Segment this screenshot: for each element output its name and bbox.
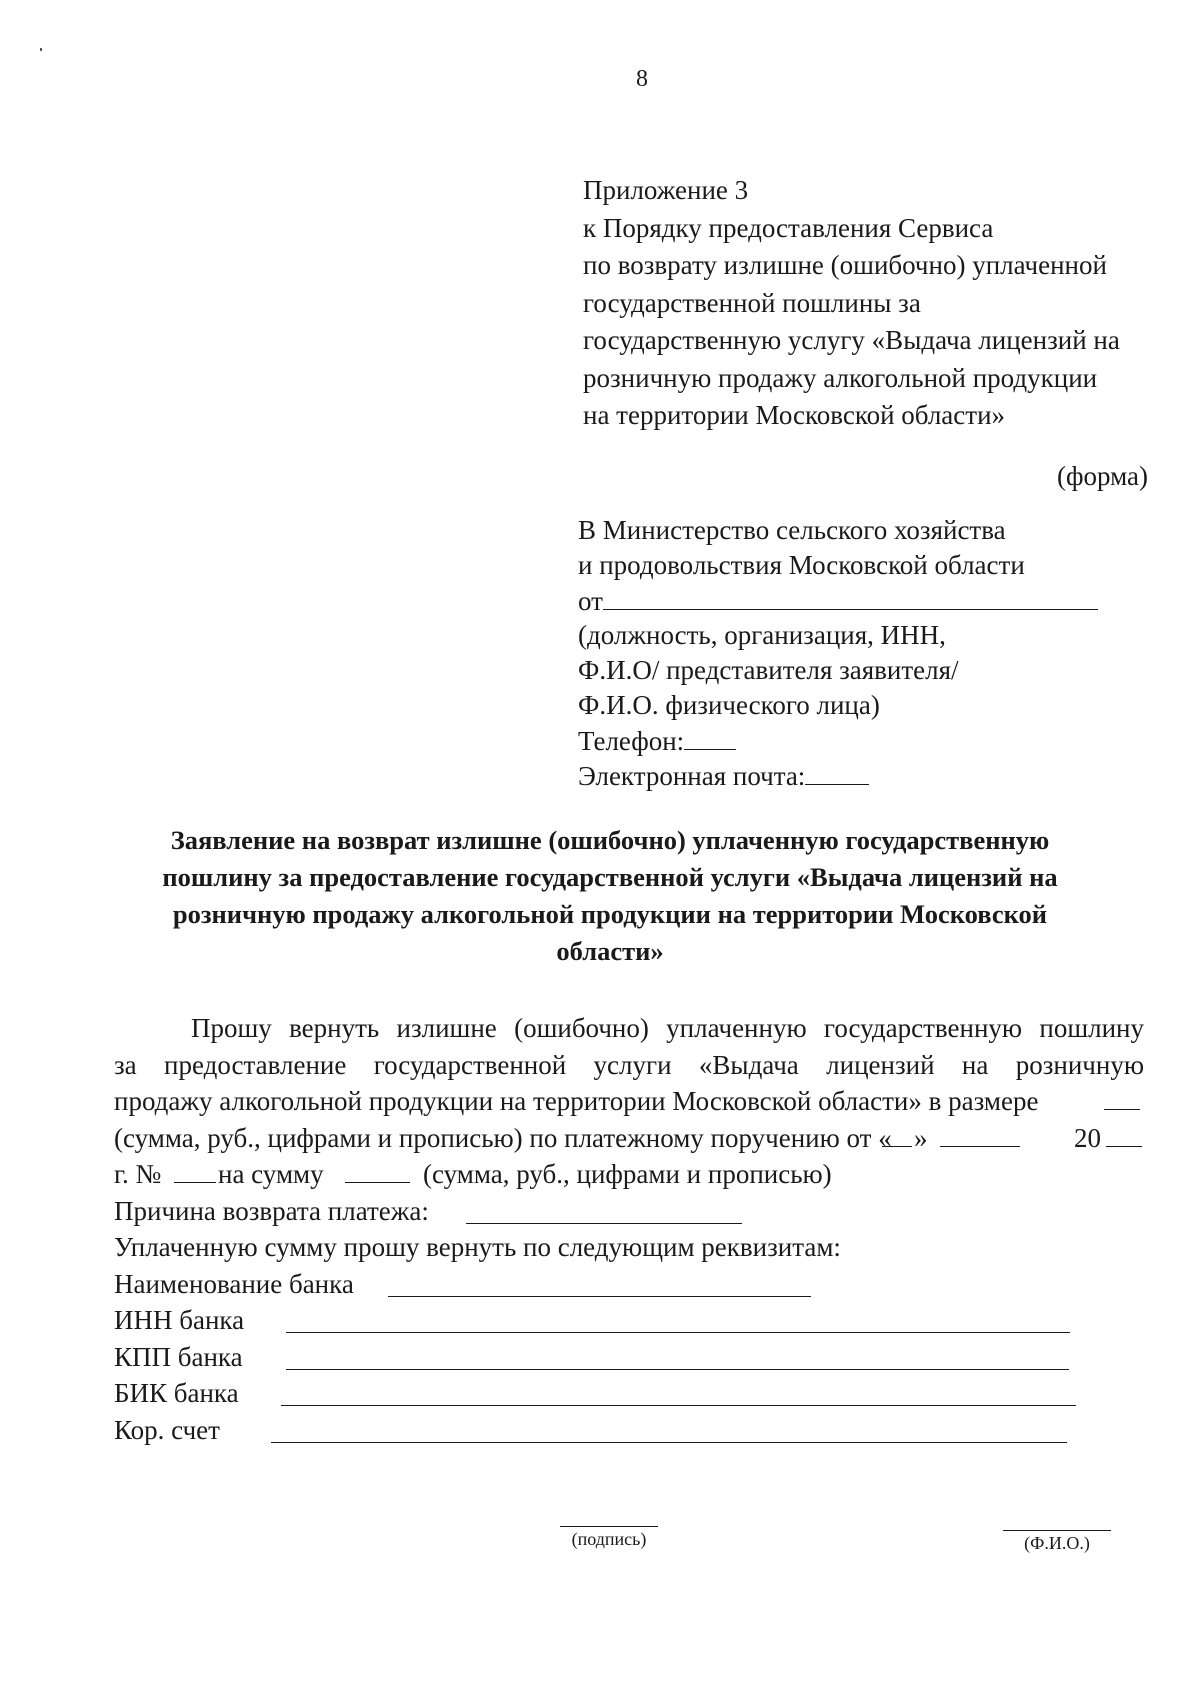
page-number: 8 bbox=[636, 66, 648, 92]
addressee-block bbox=[578, 513, 1098, 793]
appendix-header bbox=[583, 172, 1120, 435]
scan-speck bbox=[40, 48, 42, 51]
reason-label: Причина возврата платежа: bbox=[114, 1195, 429, 1226]
phone-row bbox=[578, 723, 1098, 758]
order-number-field[interactable] bbox=[174, 1182, 216, 1183]
email-row bbox=[578, 758, 1098, 793]
bik-row bbox=[114, 1375, 1144, 1412]
quote-close: » bbox=[914, 1122, 928, 1153]
corr-account-field[interactable] bbox=[271, 1442, 1067, 1443]
sum-field[interactable] bbox=[345, 1182, 410, 1183]
paragraph-line: за предоставление государственной услуги «Выдача лицензий на розничную bbox=[114, 1049, 1144, 1080]
bank-name-row bbox=[114, 1266, 1144, 1303]
application-body bbox=[114, 1010, 1144, 1448]
kpp-row bbox=[114, 1339, 1144, 1376]
kpp-label: КПП банка bbox=[114, 1341, 243, 1372]
order-number-row bbox=[114, 1156, 1144, 1193]
bank-name-label: Наименование банка bbox=[114, 1268, 354, 1299]
sum-label: на сумму bbox=[218, 1159, 324, 1189]
addressee-hint-2: Ф.И.О/ представителя заявителя/ bbox=[578, 655, 959, 685]
order-year-field[interactable] bbox=[1106, 1146, 1142, 1147]
inn-label: ИНН банка bbox=[114, 1305, 245, 1335]
addressee-hint-1: (должность, организация, ИНН, bbox=[578, 620, 946, 650]
form-label: (форма) bbox=[1057, 461, 1148, 491]
order-number-label: г. № bbox=[114, 1159, 162, 1189]
title-line: области» bbox=[556, 936, 664, 966]
order-month-field[interactable] bbox=[940, 1146, 1020, 1147]
addressee-line-2: и продовольствия Московской области bbox=[578, 550, 1025, 580]
appendix-line: на территории Московской области» bbox=[583, 400, 1006, 430]
bank-name-field[interactable] bbox=[388, 1296, 811, 1297]
signature-line[interactable] bbox=[560, 1526, 658, 1527]
inn-row bbox=[114, 1302, 1144, 1339]
phone-label: Телефон: bbox=[578, 726, 685, 756]
signature-block bbox=[560, 1526, 658, 1550]
year-prefix: 20 bbox=[1074, 1122, 1101, 1153]
corr-account-row bbox=[114, 1412, 1144, 1449]
appendix-line: розничную продажу алкогольной продукции bbox=[583, 362, 1098, 393]
corr-account-label: Кор. счет bbox=[114, 1414, 220, 1445]
bik-field[interactable] bbox=[281, 1405, 1076, 1406]
paragraph-line: Прошу вернуть излишне (ошибочно) уплаченную государственную пошлину bbox=[191, 1013, 1144, 1043]
amount-field[interactable] bbox=[1104, 1109, 1140, 1110]
kpp-field[interactable] bbox=[286, 1369, 1069, 1370]
amount-row bbox=[114, 1083, 1144, 1120]
payment-order-text: (сумма, руб., цифрами и прописью) по платежному поручению от « bbox=[114, 1122, 892, 1153]
from-row bbox=[578, 583, 1098, 618]
appendix-line: к Порядку предоставления Сервиса bbox=[583, 212, 994, 243]
sum-hint: (сумма, руб., цифрами и прописью) bbox=[423, 1159, 832, 1189]
title-line: Заявление на возврат излишне (ошибочно) уплаченную государственную bbox=[170, 825, 1050, 855]
from-field[interactable] bbox=[603, 583, 1098, 610]
payment-order-row bbox=[114, 1120, 1144, 1157]
fio-block bbox=[1003, 1530, 1111, 1554]
addressee-hint-3: Ф.И.О. физического лица) bbox=[578, 690, 880, 720]
email-field[interactable] bbox=[805, 758, 869, 785]
from-label: от bbox=[578, 586, 603, 616]
paragraph-line: продажу алкогольной продукции на территории Московской области» в размере bbox=[114, 1086, 1039, 1116]
phone-field[interactable] bbox=[684, 723, 736, 750]
reason-row bbox=[114, 1193, 1144, 1230]
appendix-line: государственную услугу «Выдача лицензий на bbox=[583, 325, 1120, 355]
email-label: Электронная почта: bbox=[578, 761, 806, 791]
title-line: пошлину за предоставление государственной услуги «Выдача лицензий на bbox=[162, 862, 1058, 892]
inn-field[interactable] bbox=[286, 1332, 1070, 1333]
details-intro: Уплаченную сумму прошу вернуть по следующим реквизитам: bbox=[114, 1232, 841, 1262]
fio-line[interactable] bbox=[1003, 1530, 1111, 1531]
appendix-line: по возврату излишне (ошибочно) уплаченной bbox=[583, 250, 1107, 280]
fio-caption: (Ф.И.О.) bbox=[1024, 1533, 1090, 1553]
appendix-line: Приложение 3 bbox=[583, 175, 749, 205]
appendix-line: государственной пошлины за bbox=[583, 287, 921, 318]
title-line: розничную продажу алкогольной продукции на территории Московской bbox=[172, 899, 1048, 929]
reason-field[interactable] bbox=[466, 1223, 742, 1224]
document-title bbox=[130, 822, 1090, 970]
order-day-field[interactable] bbox=[882, 1146, 912, 1147]
addressee-line-1: В Министерство сельского хозяйства bbox=[578, 515, 1006, 545]
bik-label: БИК банка bbox=[114, 1378, 239, 1408]
signature-caption: (подпись) bbox=[571, 1529, 647, 1549]
